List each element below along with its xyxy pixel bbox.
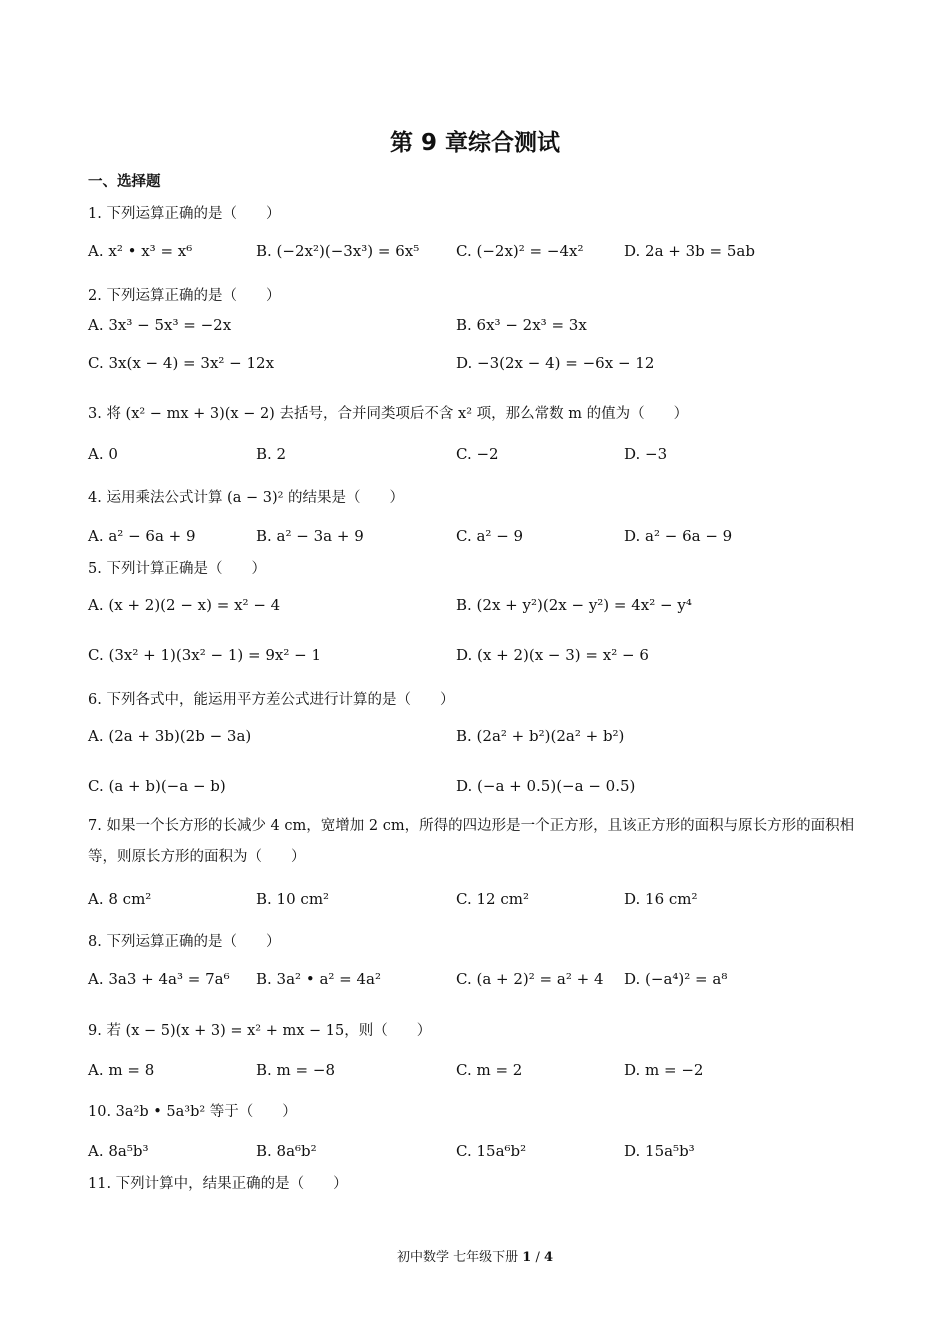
question-11-stem: 11. 下列计算中，结果正确的是（ ） (88, 1176, 348, 1192)
question-6-option-d: D. (−a + 0.5)(−a − 0.5) (456, 777, 636, 795)
footer-separator: / (535, 1250, 540, 1265)
question-6-option-a: A. (2a + 3b)(2b − 3a) (88, 727, 252, 745)
question-8-stem: 8. 下列运算正确的是（ ） (88, 934, 281, 950)
question-8-option-d: D. (−a⁴)² = a⁸ (624, 970, 728, 988)
question-7-option-d: D. 16 cm² (624, 890, 698, 908)
question-5-option-b: B. (2x + y²)(2x − y²) = 4x² − y⁴ (456, 596, 692, 614)
question-3-option-b: B. 2 (256, 445, 287, 463)
question-2-option-d: D. −3(2x − 4) = −6x − 12 (456, 354, 655, 372)
question-2-stem: 2. 下列运算正确的是（ ） (88, 288, 281, 304)
question-1-option-c: C. (−2x)² = −4x² (456, 242, 584, 260)
question-9-option-c: C. m = 2 (456, 1061, 523, 1079)
question-10-stem: 10. 3a²b • 5a³b² 等于（ ） (88, 1104, 297, 1120)
question-8-option-b: B. 3a² • a² = 4a² (256, 970, 382, 988)
question-9-stem: 9. 若 (x − 5)(x + 3) = x² + mx − 15，则（ ） (88, 1023, 432, 1039)
section-heading: 一、选择题 (88, 174, 161, 190)
question-3-option-a: A. 0 (88, 445, 118, 463)
page-footer (0, 1246, 950, 1265)
question-7-option-a: A. 8 cm² (88, 890, 152, 908)
question-4-option-c: C. a² − 9 (456, 527, 524, 545)
question-3-option-c: C. −2 (456, 445, 499, 463)
question-1-stem: 1. 下列运算正确的是（ ） (88, 206, 281, 222)
question-4-option-d: D. a² − 6a − 9 (624, 527, 733, 545)
footer-page-number: 1 (522, 1250, 532, 1265)
question-2-option-a: A. 3x³ − 5x³ = −2x (88, 316, 232, 334)
question-10-option-b: B. 8a⁶b² (256, 1142, 317, 1160)
question-1-option-d: D. 2a + 3b = 5ab (624, 242, 755, 260)
question-7-stem: 7. 如果一个长方形的长减少 4 cm，宽增加 2 cm，所得的四边形是一个正方形，且该正方形的面积与原长方形的面积相等，则原长方形的面积为（ ） (88, 818, 855, 865)
question-4-option-a: A. a² − 6a + 9 (88, 527, 196, 545)
question-7-option-b: B. 10 cm² (256, 890, 330, 908)
footer-text: 初中数学 七年级下册 (396, 1250, 519, 1265)
question-10-option-a: A. 8a⁵b³ (88, 1142, 149, 1160)
footer-page-total: 4 (543, 1250, 554, 1265)
question-2-option-c: C. 3x(x − 4) = 3x² − 12x (88, 354, 275, 372)
question-6-stem: 6. 下列各式中，能运用平方差公式进行计算的是（ ） (88, 692, 455, 708)
page-title: 第 9 章综合测试 (389, 130, 561, 156)
question-10-option-d: D. 15a⁵b³ (624, 1142, 695, 1160)
question-5-option-c: C. (3x² + 1)(3x² − 1) = 9x² − 1 (88, 646, 321, 664)
question-8-option-a: A. 3a3 + 4a³ = 7a⁶ (88, 970, 230, 988)
question-3-stem: 3. 将 (x² − mx + 3)(x − 2) 去括号，合并同类项后不含 x² 项，那么常数 m 的值为（ ） (88, 406, 689, 422)
question-5-option-d: D. (x + 2)(x − 3) = x² − 6 (456, 646, 649, 664)
question-4-option-b: B. a² − 3a + 9 (256, 527, 364, 545)
question-4-stem: 4. 运用乘法公式计算 (a − 3)² 的结果是（ ） (88, 490, 405, 506)
question-1-option-b: B. (−2x²)(−3x³) = 6x⁵ (256, 242, 420, 260)
question-10-option-c: C. 15a⁶b² (456, 1142, 527, 1160)
question-9-option-a: A. m = 8 (88, 1061, 155, 1079)
question-8-option-c: C. (a + 2)² = a² + 4 (456, 970, 604, 988)
question-7-option-c: C. 12 cm² (456, 890, 529, 908)
question-5-stem: 5. 下列计算正确是（ ） (88, 561, 266, 577)
question-3-option-d: D. −3 (624, 445, 668, 463)
question-5-option-a: A. (x + 2)(2 − x) = x² − 4 (88, 596, 281, 614)
question-2-option-b: B. 6x³ − 2x³ = 3x (456, 316, 587, 334)
question-6-option-b: B. (2a² + b²)(2a² + b²) (456, 727, 625, 745)
question-1-option-a: A. x² • x³ = x⁶ (88, 242, 193, 260)
question-9-option-d: D. m = −2 (624, 1061, 704, 1079)
question-9-option-b: B. m = −8 (256, 1061, 335, 1079)
question-6-option-c: C. (a + b)(−a − b) (88, 777, 226, 795)
